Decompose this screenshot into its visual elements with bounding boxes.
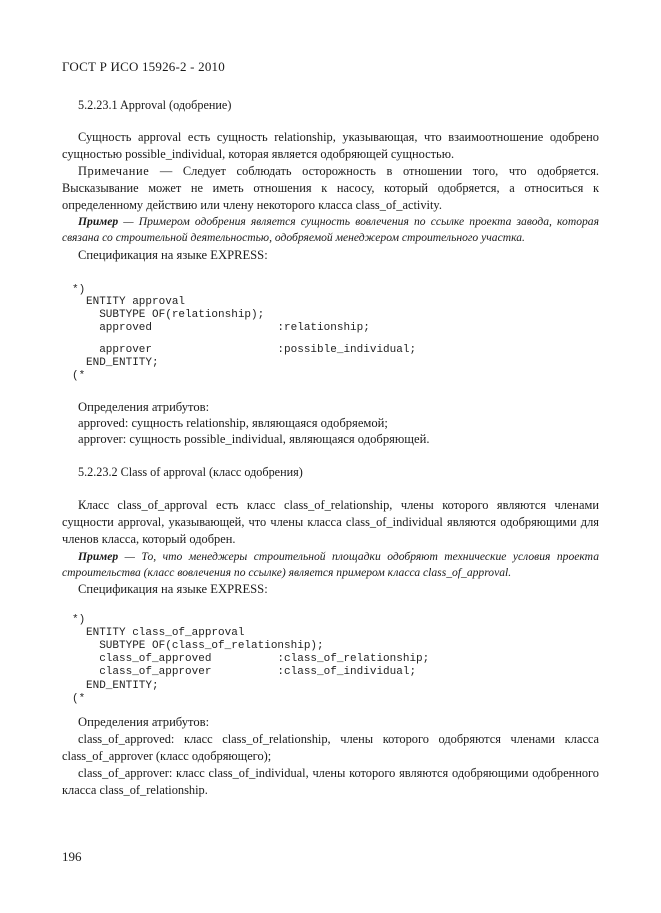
note-label: Примечание — [78, 164, 150, 178]
example-approval — [62, 214, 599, 246]
code-line-subtype: SUBTYPE OF(relationship); — [86, 309, 265, 321]
section-heading-class-of-approval: 5.2.23.2 Class of approval (класс одобрения) — [78, 465, 303, 479]
code-line-attribute: class_of_approved :class_of_relationship; — [86, 653, 430, 665]
code-line-entity: ENTITY approval — [86, 296, 186, 308]
page-number: 196 — [62, 849, 82, 864]
spec-label-class-of-approval: Спецификация на языке EXPRESS: — [78, 582, 268, 596]
code-line-end-entity: END_ENTITY; — [86, 680, 159, 692]
paragraph-class-of-approval-definition: Класс class_of_approval есть класс class_of_relationship, члены которого являются членами сущности approval, указывающей, что члены класса class_of_individual являются одобряющими для членов класса, который одобрен. — [62, 498, 599, 546]
note-approval — [62, 163, 599, 214]
example-text: — Примером одобрения является сущность вовлечения по ссылке проекта завода, которая связана со строительной деятельностью, одобряемой менеджером строительного участка. — [62, 215, 599, 244]
code-line-entity: ENTITY class_of_approval — [86, 627, 245, 639]
document-header: ГОСТ Р ИСО 15926-2 - 2010 — [62, 59, 225, 74]
code-open-comment: *) — [72, 284, 86, 296]
attribute-definition: approver: сущность possible_individual, являющаяся одобряющей. — [78, 432, 430, 446]
code-line-subtype: SUBTYPE OF(class_of_relationship); — [86, 640, 324, 652]
section-heading-approval: 5.2.23.1 Approval (одобрение) — [78, 98, 232, 112]
code-line-attribute: approved :relationship; — [86, 322, 370, 334]
code-open-comment: *) — [72, 614, 86, 626]
attributes-title-approval: Определения атрибутов: — [78, 400, 210, 414]
spec-label-approval: Спецификация на языке EXPRESS: — [78, 248, 268, 262]
attributes-title-class-of-approval: Определения атрибутов: — [78, 715, 210, 729]
example-text: — То, что менеджеры строительной площадки одобряют технические условия проекта строительства (класс вовлечения по ссылке) является примером класса class_of_approval. — [62, 550, 599, 579]
attribute-definition: class_of_approver: класс class_of_individual, члены которого являются одобряющими одобренного класса class_of_relationship. — [62, 766, 599, 797]
attribute-definition: approved: сущность relationship, являющаяся одобряемой; — [78, 416, 388, 430]
code-line-attribute: class_of_approver :class_of_individual; — [86, 666, 417, 678]
code-line-end-entity: END_ENTITY; — [86, 357, 159, 369]
code-close-comment: (* — [72, 693, 86, 705]
note-text: — Следует соблюдать осторожность в отношении того, что одобряется. Высказывание может не иметь отношения к насосу, который одобряется, а относиться к определенному действию или члену некоторого класса class_of_activity. — [62, 164, 599, 212]
code-line-attribute: approver :possible_individual; — [86, 344, 417, 356]
example-label: Пример — [78, 215, 119, 228]
example-label: Пример — [78, 550, 119, 563]
example-class-of-approval — [62, 549, 599, 581]
code-close-comment: (* — [72, 370, 86, 382]
attribute-definition: class_of_approved: класс class_of_relationship, члены которого одобряются членами класса class_of_approver (класс одобряющего); — [62, 732, 599, 763]
paragraph-approval-definition: Сущность approval есть сущность relationship, указывающая, что взаимоотношение одобрено сущностью possible_individual, которая является одобряющей сущностью. — [62, 130, 599, 161]
